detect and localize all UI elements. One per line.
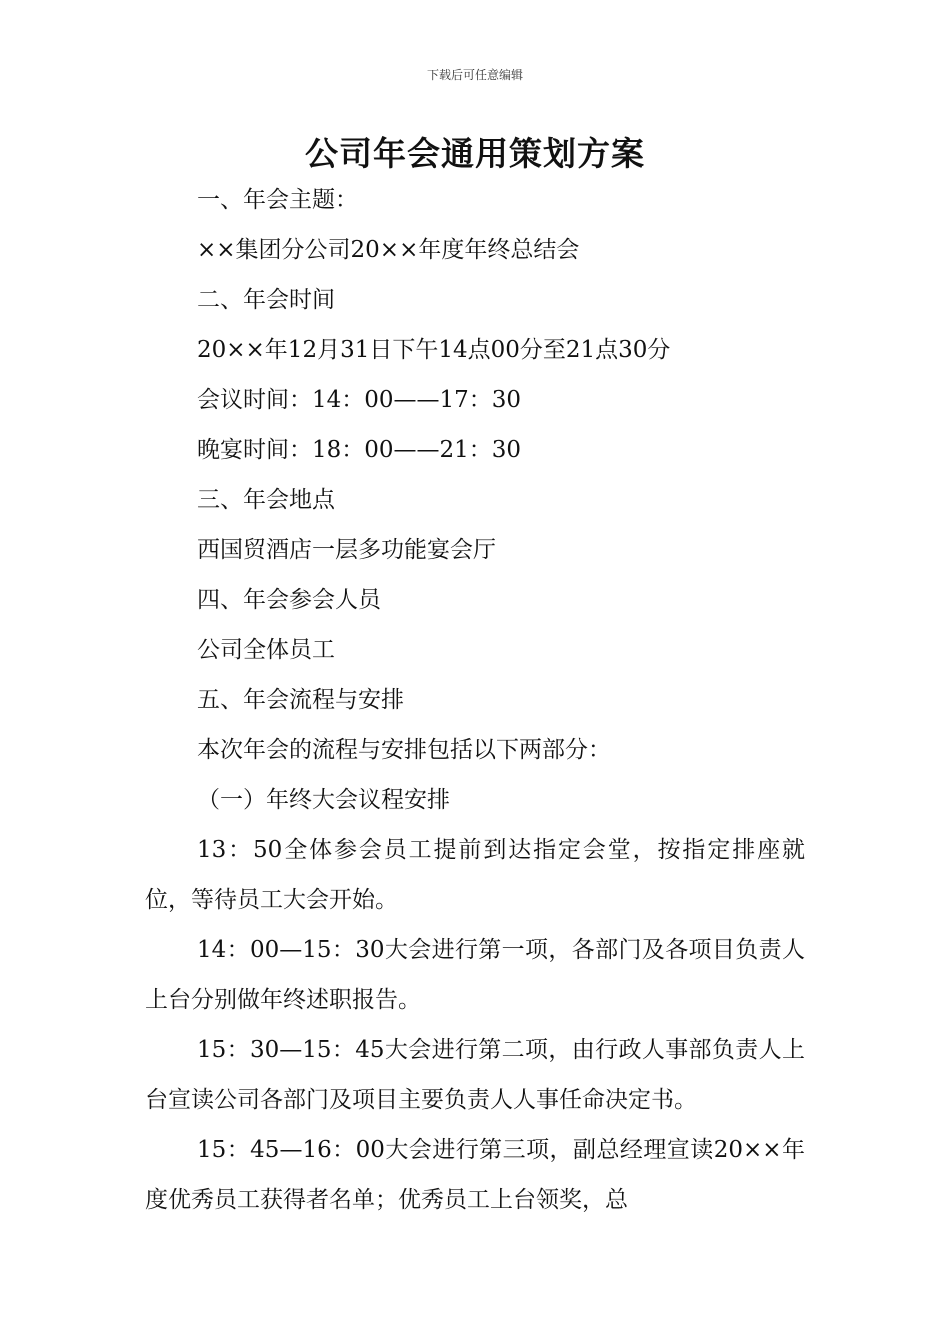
attendees-text: 公司全体员工 [197,637,335,663]
document-body [145,182,805,1225]
page-header-note: 下载后可任意编辑 [426,68,523,82]
time-text: 20××年12月31日下午14点00分至21点30分 [197,337,671,363]
agenda-paragraphs [145,825,805,1225]
subsection-heading-meeting-agenda: （一）年终大会议程安排 [197,787,450,813]
meeting-time-text: 会议时间：14：00——17：30 [197,387,522,413]
venue-text: 西国贸酒店一层多功能宴会厅 [197,537,496,563]
section-heading-agenda: 五、年会流程与安排 [197,687,404,713]
theme-text: ××集团分公司20××年度年终总结会 [197,237,580,263]
section-heading-time: 二、年会时间 [197,287,335,313]
section-heading-attendees: 四、年会参会人员 [197,587,381,613]
agenda-paragraph: 15：30—15：45大会进行第二项，由行政人事部负责人上台宣读公司各部门及项目主要负责人人事任命决定书。 [145,1037,805,1113]
section-heading-venue: 三、年会地点 [197,487,335,513]
section-heading-theme: 一、年会主题： [197,187,358,213]
agenda-paragraph: 13：50全体参会员工提前到达指定会堂，按指定排座就位，等待员工大会开始。 [145,837,805,913]
agenda-intro-text: 本次年会的流程与安排包括以下两部分： [197,737,611,763]
agenda-paragraph: 14：00—15：30大会进行第一项，各部门及各项目负责人上台分别做年终述职报告。 [145,937,805,1013]
document-title: 公司年会通用策划方案 [305,134,645,173]
agenda-paragraph: 15：45—16：00大会进行第三项，副总经理宣读20××年度优秀员工获得者名单；优秀员工上台领奖，总 [145,1137,805,1213]
banquet-time-text: 晚宴时间：18：00——21：30 [197,437,522,463]
